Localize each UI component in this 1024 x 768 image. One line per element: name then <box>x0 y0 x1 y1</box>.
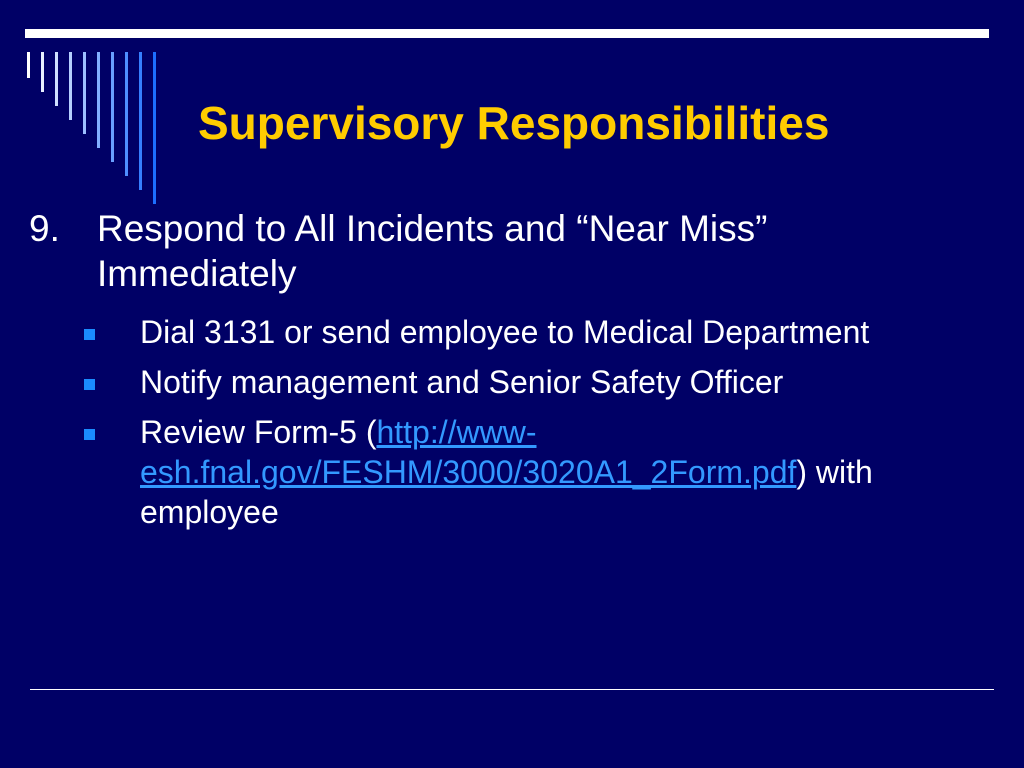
bullet-item <box>80 312 980 352</box>
bullet-item <box>80 412 980 532</box>
bullet-text: Dial 3131 or send employee to Medical Department <box>140 314 870 350</box>
form-5-link[interactable]: http://www-esh.fnal.gov/FESHM/3000/3020A1_2Form.pdf <box>140 414 797 490</box>
square-bullet-icon <box>84 329 95 340</box>
bullet-text: Notify management and Senior Safety Officer <box>140 364 784 400</box>
main-point <box>29 206 969 296</box>
decorative-stripe <box>69 52 72 120</box>
bullet-text-prefix: Review Form-5 ( <box>140 414 377 450</box>
bullet-item <box>80 362 980 402</box>
main-point-text: Respond to All Incidents and “Near Miss” Immediately <box>97 208 768 294</box>
decorative-stripes <box>0 0 180 210</box>
decorative-stripe <box>27 52 30 78</box>
square-bullet-icon <box>84 379 95 390</box>
decorative-stripe <box>111 52 114 162</box>
square-bullet-icon <box>84 429 95 440</box>
bottom-rule <box>30 689 994 690</box>
decorative-stripe <box>139 52 142 190</box>
decorative-stripe <box>97 52 100 148</box>
decorative-stripe <box>125 52 128 176</box>
decorative-stripe <box>55 52 58 106</box>
bullet-text-suffix: ) with employee <box>140 454 873 530</box>
main-point-number: 9. <box>29 208 60 249</box>
decorative-stripe <box>41 52 44 92</box>
decorative-stripe <box>83 52 86 134</box>
slide-title: Supervisory Responsibilities <box>198 97 830 149</box>
decorative-stripe <box>153 52 156 204</box>
bullet-list <box>80 312 980 542</box>
